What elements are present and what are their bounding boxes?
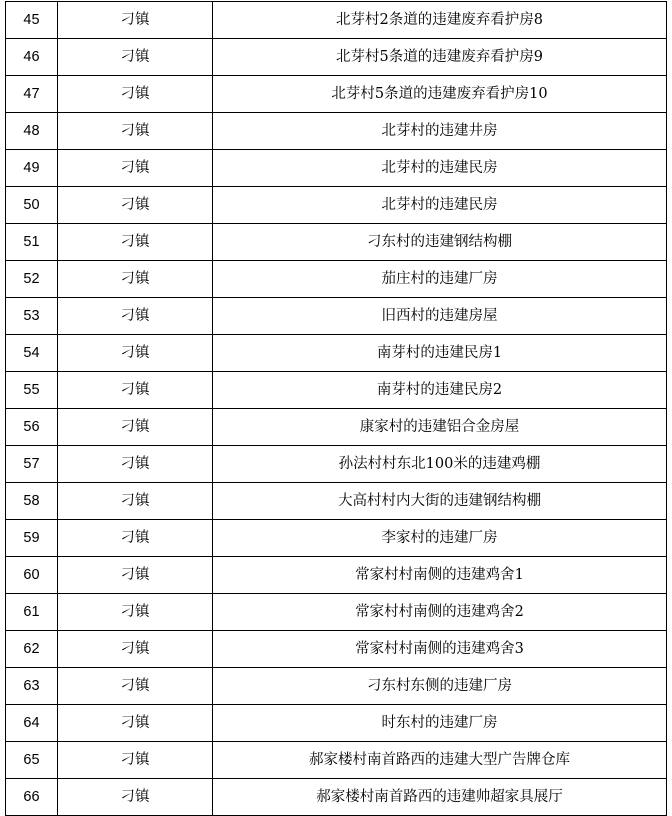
town-cell: 刁镇 <box>58 261 213 298</box>
row-number: 52 <box>6 261 58 298</box>
description-cell: 时东村的违建厂房 <box>213 705 667 742</box>
row-number: 58 <box>6 483 58 520</box>
row-number: 48 <box>6 113 58 150</box>
town-cell: 刁镇 <box>58 224 213 261</box>
town-cell: 刁镇 <box>58 113 213 150</box>
table-row <box>6 483 667 520</box>
description-cell: 旧西村的违建房屋 <box>213 298 667 335</box>
row-number: 55 <box>6 372 58 409</box>
description-cell: 常家村村南侧的违建鸡舍1 <box>213 557 667 594</box>
town-cell: 刁镇 <box>58 187 213 224</box>
table-row <box>6 409 667 446</box>
table-row <box>6 779 667 816</box>
row-number: 62 <box>6 631 58 668</box>
description-cell: 常家村村南侧的违建鸡舍3 <box>213 631 667 668</box>
table-row <box>6 187 667 224</box>
description-cell: 北芽村2条道的违建废弃看护房8 <box>213 2 667 39</box>
table-row <box>6 742 667 779</box>
row-number: 60 <box>6 557 58 594</box>
description-cell: 北芽村的违建井房 <box>213 113 667 150</box>
row-number: 56 <box>6 409 58 446</box>
town-cell: 刁镇 <box>58 39 213 76</box>
description-cell: 北芽村的违建民房 <box>213 187 667 224</box>
town-cell: 刁镇 <box>58 150 213 187</box>
description-cell: 大高村村内大街的违建钢结构棚 <box>213 483 667 520</box>
town-cell: 刁镇 <box>58 298 213 335</box>
table-row <box>6 631 667 668</box>
table-row <box>6 705 667 742</box>
town-cell: 刁镇 <box>58 705 213 742</box>
description-cell: 刁东村的违建钢结构棚 <box>213 224 667 261</box>
table-row <box>6 224 667 261</box>
row-number: 50 <box>6 187 58 224</box>
table-row <box>6 520 667 557</box>
violation-table <box>5 1 667 816</box>
town-cell: 刁镇 <box>58 594 213 631</box>
table-row <box>6 39 667 76</box>
description-cell: 郝家楼村南首路西的违建帅超家具展厅 <box>213 779 667 816</box>
town-cell: 刁镇 <box>58 557 213 594</box>
description-cell: 郝家楼村南首路西的违建大型广告牌仓库 <box>213 742 667 779</box>
description-cell: 南芽村的违建民房2 <box>213 372 667 409</box>
description-cell: 茄庄村的违建厂房 <box>213 261 667 298</box>
table-row <box>6 668 667 705</box>
table-row <box>6 446 667 483</box>
row-number: 49 <box>6 150 58 187</box>
table-row <box>6 150 667 187</box>
description-cell: 李家村的违建厂房 <box>213 520 667 557</box>
row-number: 47 <box>6 76 58 113</box>
row-number: 64 <box>6 705 58 742</box>
table-row <box>6 557 667 594</box>
description-cell: 北芽村5条道的违建废弃看护房9 <box>213 39 667 76</box>
town-cell: 刁镇 <box>58 2 213 39</box>
table-row <box>6 594 667 631</box>
table-row <box>6 261 667 298</box>
row-number: 63 <box>6 668 58 705</box>
row-number: 54 <box>6 335 58 372</box>
description-cell: 北芽村5条道的违建废弃看护房10 <box>213 76 667 113</box>
town-cell: 刁镇 <box>58 779 213 816</box>
row-number: 51 <box>6 224 58 261</box>
description-cell: 常家村村南侧的违建鸡舍2 <box>213 594 667 631</box>
table-row <box>6 298 667 335</box>
town-cell: 刁镇 <box>58 335 213 372</box>
row-number: 46 <box>6 39 58 76</box>
description-cell: 康家村的违建铝合金房屋 <box>213 409 667 446</box>
row-number: 57 <box>6 446 58 483</box>
town-cell: 刁镇 <box>58 742 213 779</box>
description-cell: 北芽村的违建民房 <box>213 150 667 187</box>
row-number: 61 <box>6 594 58 631</box>
town-cell: 刁镇 <box>58 446 213 483</box>
description-cell: 孙法村村东北100米的违建鸡棚 <box>213 446 667 483</box>
table-body <box>6 2 667 816</box>
town-cell: 刁镇 <box>58 520 213 557</box>
row-number: 53 <box>6 298 58 335</box>
table-row <box>6 113 667 150</box>
row-number: 66 <box>6 779 58 816</box>
table-row <box>6 372 667 409</box>
row-number: 45 <box>6 2 58 39</box>
description-cell: 刁东村东侧的违建厂房 <box>213 668 667 705</box>
table-row <box>6 76 667 113</box>
town-cell: 刁镇 <box>58 631 213 668</box>
table-row <box>6 335 667 372</box>
town-cell: 刁镇 <box>58 668 213 705</box>
town-cell: 刁镇 <box>58 483 213 520</box>
table-row <box>6 2 667 39</box>
row-number: 59 <box>6 520 58 557</box>
town-cell: 刁镇 <box>58 372 213 409</box>
row-number: 65 <box>6 742 58 779</box>
description-cell: 南芽村的违建民房1 <box>213 335 667 372</box>
town-cell: 刁镇 <box>58 409 213 446</box>
town-cell: 刁镇 <box>58 76 213 113</box>
